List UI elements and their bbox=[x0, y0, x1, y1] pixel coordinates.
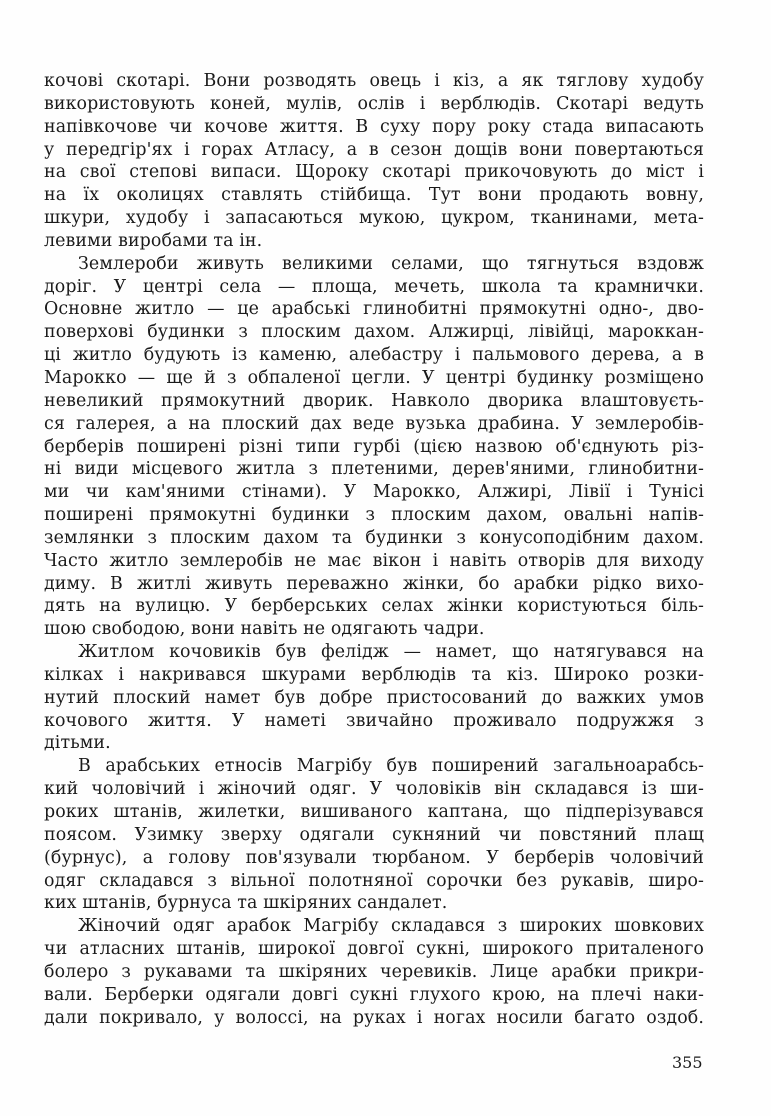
text-line: дітьми. bbox=[44, 733, 111, 754]
paragraph bbox=[44, 70, 704, 253]
text-line: напівкочове чи кочове життя. В суху пору року стада випасають bbox=[44, 116, 704, 137]
text-line: невеликий прямокутний дворик. Навколо дворика влаштовуєть- bbox=[44, 390, 704, 411]
text-line: чи атласних штанів, широкої довгої сукні, широкого приталеного bbox=[44, 939, 704, 960]
text-line: Основне житло — це арабські глинобитні прямокутні одно-, дво- bbox=[44, 299, 704, 320]
text-line: на свої степові випаси. Щороку скотарі прикочовують до міст і bbox=[44, 162, 704, 183]
text-line: ких штанів, бурнуса та шкіряних сандалет. bbox=[44, 893, 448, 914]
text-line: поверхові будинки з плоским дахом. Алжирці, лівійці, мароккан- bbox=[44, 322, 704, 343]
text-line: Землероби живуть великими селами, що тягнуться вздовж bbox=[78, 253, 704, 274]
paragraph bbox=[44, 915, 704, 1029]
text-line: В арабських етносів Магрібу був поширений загальноарабсь- bbox=[78, 756, 704, 777]
text-line: одяг складався з вільної полотняної сорочки без рукавів, широ- bbox=[44, 870, 704, 891]
text-line: у передгір'ях і горах Атласу, а в сезон дощів вони повертаються bbox=[44, 139, 704, 160]
text-line: кий чоловічий і жіночий одяг. У чоловіків він складався із ши- bbox=[44, 779, 704, 800]
text-line: поширені прямокутні будинки з плоским дахом, овальні напів- bbox=[44, 505, 704, 526]
text-line: кочового життя. У наметі звичайно проживало подружжя з bbox=[44, 710, 704, 731]
text-line: поясом. Узимку зверху одягали сукняний чи повстяний плащ bbox=[44, 824, 704, 845]
text-line: роких штанів, жилетки, вишиваного каптана, що підперізувався bbox=[44, 802, 704, 822]
text-line: Марокко — ще й з обпаленої цегли. У центрі будинку розміщено bbox=[44, 367, 704, 388]
text-line: землянки з плоским дахом та будинки з конусоподібним дахом. bbox=[44, 527, 704, 548]
text-line: на їх околицях ставлять стійбища. Тут вони продають вовну, bbox=[44, 185, 704, 206]
text-line: дали покривало, у волоссі, на руках і ногах носили багато оздоб. bbox=[44, 1007, 704, 1028]
text-line: вали. Берберки одягали довгі сукні глухого крою, на плечі наки- bbox=[44, 984, 704, 1005]
page-number: 355 bbox=[672, 1053, 703, 1072]
body-text bbox=[44, 70, 704, 1029]
paragraph bbox=[44, 253, 704, 641]
text-line: шкури, худобу і запасаються мукою, цукром, тканинами, мета- bbox=[44, 208, 704, 229]
text-line: болеро з рукавами та шкіряних черевиків. Лице арабки прикри- bbox=[44, 961, 704, 982]
text-line: ці житло будують із каменю, алебастру і пальмового дерева, а в bbox=[44, 345, 704, 366]
text-line: Жіночий одяг арабок Магрібу складався з широких шовкових bbox=[78, 916, 704, 937]
text-line: Житлом кочовиків був фелідж — намет, що натягувався на bbox=[78, 642, 704, 663]
text-line: ся галерея, а на плоский дах веде вузька драбина. У землеробів- bbox=[44, 413, 704, 434]
text-line: диму. В житлі живуть переважно жінки, бо арабки рідко вихо- bbox=[44, 573, 704, 594]
text-line: ні види місцевого житла з плетеними, дерев'яними, глинобитни- bbox=[44, 459, 704, 480]
text-line: Часто житло землеробів не має вікон і навіть отворів для виходу bbox=[44, 550, 704, 571]
paragraph bbox=[44, 641, 704, 755]
text-line: берберів поширені різні типи гурбі (цією назвою об'єднують різ- bbox=[44, 436, 704, 457]
text-line: ми чи кам'яними стінами). У Марокко, Алжирі, Лівії і Тунісі bbox=[44, 482, 704, 503]
text-line: кілках і накривався шкурами верблюдів та кіз. Широко розки- bbox=[44, 664, 704, 685]
text-line: левими виробами та ін. bbox=[44, 230, 263, 251]
text-line: доріг. У центрі села — площа, мечеть, школа та крамнички. bbox=[44, 276, 704, 297]
paragraph bbox=[44, 755, 704, 915]
text-line: дять на вулицю. У берберських селах жінки користуються біль- bbox=[44, 596, 704, 617]
text-line: шою свободою, вони навіть не одягають чадри. bbox=[44, 619, 485, 640]
text-line: (бурнус), а голову пов'язували тюрбаном. У берберів чоловічий bbox=[44, 847, 704, 868]
text-line: кочові скотарі. Вони розводять овець і кіз, а як тяглову худобу bbox=[44, 71, 704, 91]
text-line: нутий плоский намет був добре пристосований до важких умов bbox=[44, 687, 704, 708]
text-line: використовують коней, мулів, ослів і верблюдів. Скотарі ведуть bbox=[44, 93, 704, 114]
